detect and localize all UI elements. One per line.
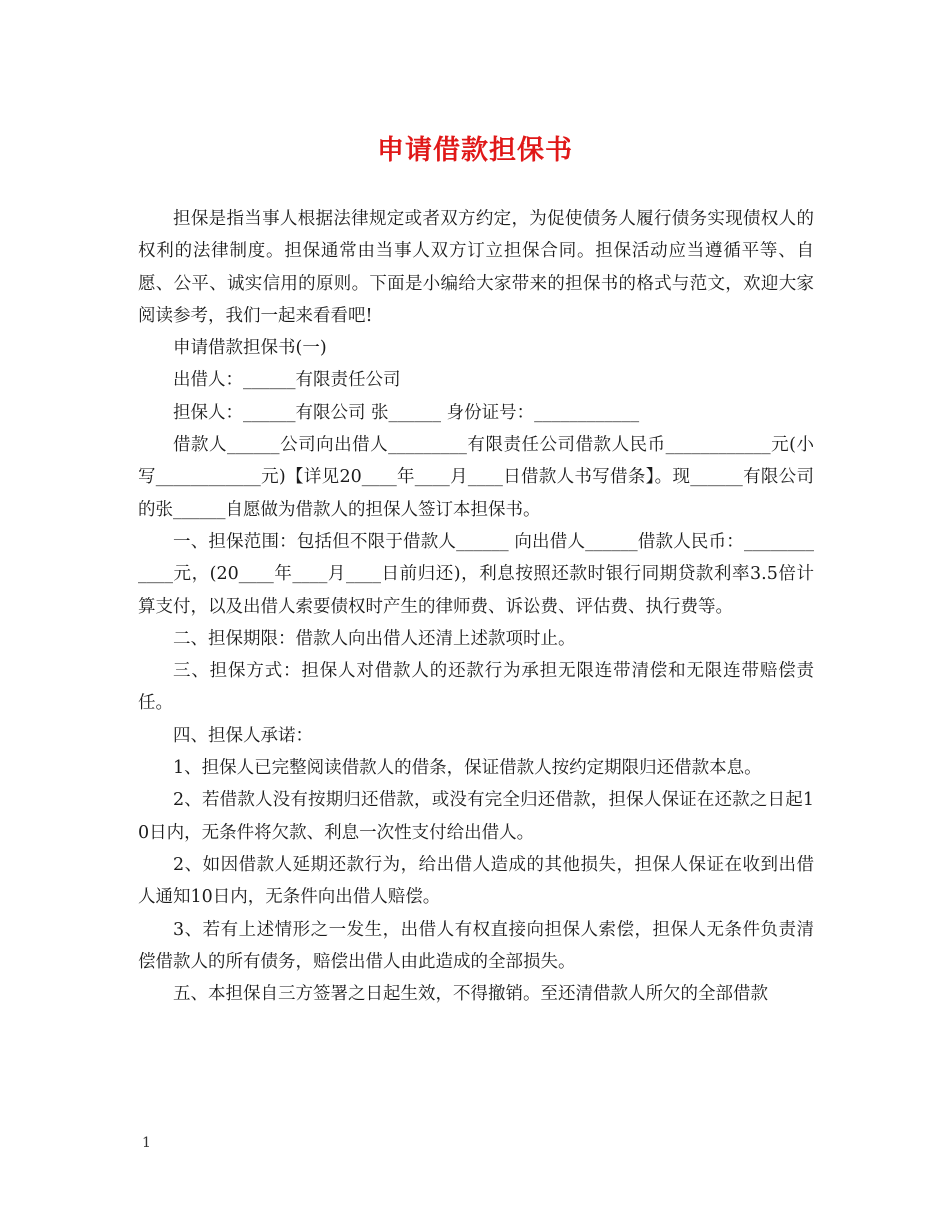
paragraph-commitment-1: 1、担保人已完整阅读借款人的借条，保证借款人按约定期限归还借款本息。 — [173, 758, 762, 779]
document-body — [138, 203, 814, 1010]
paragraph-commitment-2b: 2、如因借款人延期还款行为，给出借人造成的其他损失，担保人保证在收到出借人通知10日内，无条件向出借人赔偿。 — [138, 854, 814, 908]
paragraph-lender: 出借人：______有限责任公司 — [173, 370, 401, 391]
paragraph-period: 二、担保期限：借款人向出借人还清上述款项时止。 — [173, 628, 576, 649]
paragraph-commitment-heading: 四、担保人承诺： — [173, 725, 313, 746]
paragraph-intro: 担保是指当事人根据法律规定或者双方约定，为促使债务人履行债务实现债权人的权利的法律制度。担保通常由当事人双方订立担保合同。担保活动应当遵循平等、自愿、公平、诚实信用的原则。下面是小编给大家带来的担保书的格式与范文，欢迎大家阅读参考，我们一起来看看吧! — [138, 209, 814, 326]
paragraph-section-heading: 申请借款担保书(一) — [173, 338, 327, 359]
paragraph-guarantor: 担保人：______有限公司 张______ 身份证号：____________ — [173, 402, 640, 423]
paragraph-commitment-3: 3、若有上述情形之一发生，出借人有权直接向担保人索偿，担保人无条件负责清偿借款人的所有债务，赔偿出借人由此造成的全部损失。 — [138, 919, 814, 972]
paragraph-commitment-2: 2、若借款人没有按期归还借款，或没有完全归还借款，担保人保证在还款之日起10日内，无条件将欠款、利息一次性支付给出借人。 — [138, 790, 814, 843]
paragraph-method: 三、担保方式：担保人对借款人的还款行为承担无限连带清偿和无限连带赔偿责任。 — [138, 661, 814, 714]
paragraph-effective: 五、本担保自三方签署之日起生效，不得撤销。至还清借款人所欠的全部借款 — [173, 984, 768, 1005]
page-number: 1 — [142, 1135, 151, 1151]
document-title: 申请借款担保书 — [377, 135, 573, 166]
paragraph-scope: 一、担保范围：包括但不限于借款人______ 向出借人______借款人民币：____________元，(20____年____月____日前归还)，利息按照还款时银行同期贷款利率3.5倍计算支付，以及出借人索要债权时产生的律师费、诉讼费、评估费、执行费等。 — [138, 531, 814, 617]
paragraph-borrower: 借款人______公司向出借人_________有限责任公司借款人民币____________元(小写____________元)【详见20____年____月____日借款人书写借条】。现______有限公司的张______自愿做为借款人的担保人签订本担保书。 — [138, 435, 814, 520]
